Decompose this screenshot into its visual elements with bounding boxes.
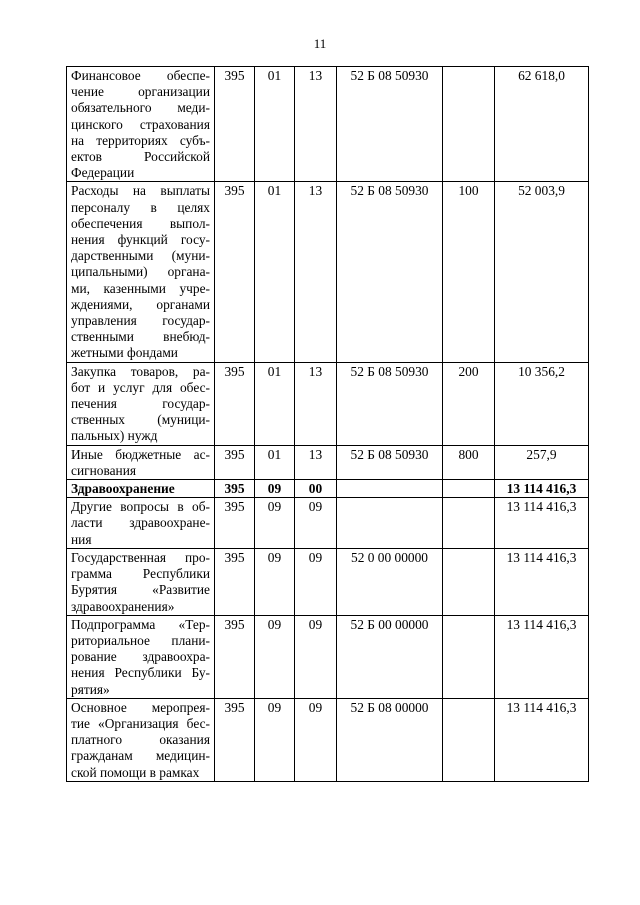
row-name-line: Финансовое обеспе- bbox=[71, 68, 210, 83]
expense-kind: 200 bbox=[443, 362, 495, 445]
ministry-code: 395 bbox=[215, 498, 255, 549]
table-row bbox=[67, 67, 589, 182]
section-code: 09 bbox=[255, 698, 295, 781]
row-name-line: риториальное плани- bbox=[71, 632, 210, 648]
row-name-line: платного оказания bbox=[71, 732, 210, 748]
amount: 13 114 416,3 bbox=[495, 615, 589, 698]
target-article: 52 0 00 00000 bbox=[337, 548, 443, 615]
section-code: 09 bbox=[255, 548, 295, 615]
row-name-line: персоналу в целях bbox=[71, 199, 210, 215]
row-name-line: сигнования bbox=[71, 462, 137, 478]
row-name-line: ждениями, органами bbox=[71, 296, 210, 312]
amount: 13 114 416,3 bbox=[495, 548, 589, 615]
row-name-line: рятия» bbox=[71, 681, 110, 697]
table-row bbox=[67, 182, 589, 362]
row-name-line: гражданам медицин- bbox=[71, 748, 210, 764]
row-name-line: Закупка товаров, ра- bbox=[71, 363, 210, 379]
section-code: 01 bbox=[255, 445, 295, 479]
ministry-code: 395 bbox=[215, 362, 255, 445]
table-body bbox=[67, 67, 589, 782]
amount: 257,9 bbox=[495, 445, 589, 479]
row-name bbox=[67, 498, 215, 549]
row-name-line: бот и услуг для обес- bbox=[71, 379, 210, 395]
subsection-code: 13 bbox=[295, 182, 337, 362]
row-name-line: Основное меропрея- bbox=[71, 699, 210, 715]
budget-table bbox=[66, 66, 589, 782]
table-row bbox=[67, 498, 589, 549]
ministry-code: 395 bbox=[215, 67, 255, 182]
row-name-line: чение организации bbox=[71, 84, 210, 100]
row-name-line: ектов Российской bbox=[71, 149, 210, 165]
ministry-code: 395 bbox=[215, 480, 255, 498]
section-code: 01 bbox=[255, 67, 295, 182]
table-row bbox=[67, 362, 589, 445]
table-row bbox=[67, 548, 589, 615]
row-name bbox=[67, 182, 215, 362]
row-name bbox=[67, 480, 215, 498]
row-name-line: Федерации bbox=[71, 165, 135, 181]
target-article: 52 Б 08 00000 bbox=[337, 698, 443, 781]
amount: 13 114 416,3 bbox=[495, 498, 589, 549]
row-name-line: ципальными) органа- bbox=[71, 264, 210, 280]
subsection-code: 09 bbox=[295, 548, 337, 615]
section-code: 09 bbox=[255, 615, 295, 698]
row-name-line: Иные бюджетные ас- bbox=[71, 446, 210, 462]
row-name-line: ми, казенными учре- bbox=[71, 280, 210, 296]
ministry-code: 395 bbox=[215, 615, 255, 698]
row-name bbox=[67, 698, 215, 781]
subsection-code: 00 bbox=[295, 480, 337, 498]
amount: 13 114 416,3 bbox=[495, 698, 589, 781]
target-article: 52 Б 08 50930 bbox=[337, 67, 443, 182]
row-name-line: на территориях субъ- bbox=[71, 132, 210, 148]
row-name-line: ственных (муници- bbox=[71, 412, 210, 428]
row-name bbox=[67, 445, 215, 479]
section-code: 09 bbox=[255, 480, 295, 498]
row-name-line: обеспечения выпол- bbox=[71, 215, 210, 231]
target-article: 52 Б 00 00000 bbox=[337, 615, 443, 698]
ministry-code: 395 bbox=[215, 182, 255, 362]
row-name-line: ской помощи в рамках bbox=[71, 764, 200, 780]
row-name-line: тие «Организация бес- bbox=[71, 715, 210, 731]
amount: 13 114 416,3 bbox=[495, 480, 589, 498]
ministry-code: 395 bbox=[215, 548, 255, 615]
target-article: 52 Б 08 50930 bbox=[337, 182, 443, 362]
row-name-line: здравоохранения» bbox=[71, 598, 175, 614]
row-name-line: Расходы на выплаты bbox=[71, 183, 210, 199]
target-article bbox=[337, 480, 443, 498]
subsection-code: 13 bbox=[295, 67, 337, 182]
row-name-line: управления государ- bbox=[71, 313, 210, 329]
row-name-line: ственными внебюд- bbox=[71, 329, 210, 345]
row-name-line: Государственная про- bbox=[71, 549, 210, 565]
row-name-line: цинского страхования bbox=[71, 116, 210, 132]
subsection-code: 13 bbox=[295, 362, 337, 445]
section-code: 01 bbox=[255, 182, 295, 362]
section-code: 01 bbox=[255, 362, 295, 445]
page-number: 11 bbox=[313, 36, 327, 51]
expense-kind bbox=[443, 480, 495, 498]
expense-kind: 100 bbox=[443, 182, 495, 362]
amount: 52 003,9 bbox=[495, 182, 589, 362]
row-name-line: нения функций госу- bbox=[71, 232, 210, 248]
table-row bbox=[67, 480, 589, 498]
row-name bbox=[67, 67, 215, 182]
expense-kind bbox=[443, 548, 495, 615]
row-name-line: Подпрограмма «Тер- bbox=[71, 616, 210, 632]
row-name-line: Здравоохранение bbox=[71, 481, 175, 497]
target-article: 52 Б 08 50930 bbox=[337, 362, 443, 445]
row-name-line: рование здравоохра- bbox=[71, 649, 210, 665]
row-name-line: печения государ- bbox=[71, 396, 210, 412]
row-name bbox=[67, 548, 215, 615]
subsection-code: 09 bbox=[295, 698, 337, 781]
row-name-line: ласти здравоохране- bbox=[71, 515, 210, 531]
row-name-line: пальных) нужд bbox=[71, 428, 158, 444]
row-name-line: Другие вопросы в об- bbox=[71, 499, 210, 515]
row-name-line: грамма Республики bbox=[71, 566, 210, 582]
table-row bbox=[67, 615, 589, 698]
row-name-line: дарственными (муни- bbox=[71, 248, 210, 264]
amount: 62 618,0 bbox=[495, 67, 589, 182]
row-name-line: Бурятия «Развитие bbox=[71, 582, 210, 598]
table-row bbox=[67, 445, 589, 479]
section-code: 09 bbox=[255, 498, 295, 549]
subsection-code: 09 bbox=[295, 615, 337, 698]
row-name-line: обязательного меди- bbox=[71, 100, 210, 116]
table-row bbox=[67, 698, 589, 781]
target-article bbox=[337, 498, 443, 549]
subsection-code: 09 bbox=[295, 498, 337, 549]
row-name-line: жетными фондами bbox=[71, 345, 178, 361]
expense-kind bbox=[443, 615, 495, 698]
subsection-code: 13 bbox=[295, 445, 337, 479]
ministry-code: 395 bbox=[215, 698, 255, 781]
expense-kind bbox=[443, 498, 495, 549]
expense-kind: 800 bbox=[443, 445, 495, 479]
row-name bbox=[67, 362, 215, 445]
row-name-line: нения Республики Бу- bbox=[71, 665, 210, 681]
row-name bbox=[67, 615, 215, 698]
expense-kind bbox=[443, 698, 495, 781]
ministry-code: 395 bbox=[215, 445, 255, 479]
row-name-line: ния bbox=[71, 531, 92, 547]
target-article: 52 Б 08 50930 bbox=[337, 445, 443, 479]
expense-kind bbox=[443, 67, 495, 182]
amount: 10 356,2 bbox=[495, 362, 589, 445]
